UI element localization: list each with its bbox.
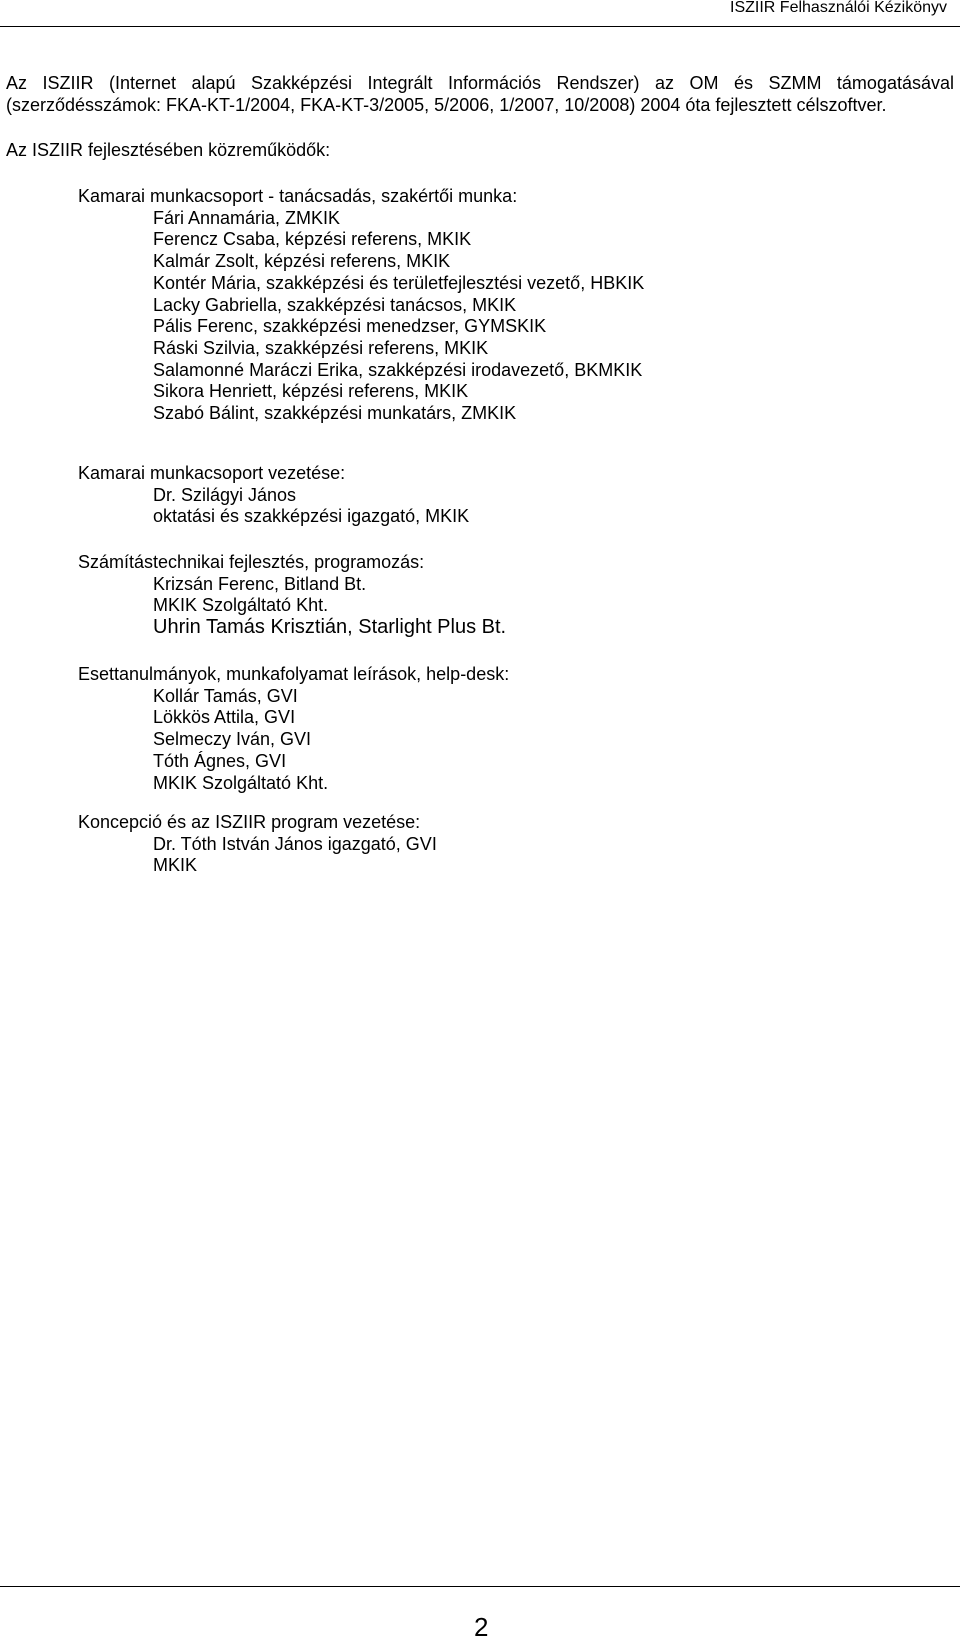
section-advisory-group <box>78 186 644 425</box>
intro-paragraph <box>6 73 954 116</box>
member-entry: Kontér Mária, szakképzési és területfejlesztési vezető, HBKIK <box>153 272 645 293</box>
member-entry: Szabó Bálint, szakképzési munkatárs, ZMKIK <box>153 403 517 424</box>
member-entry: Tóth Ágnes, GVI <box>153 750 287 771</box>
member-entry: Pális Ferenc, szakképzési menedzser, GYMSKIK <box>153 316 547 337</box>
section-heading: Esettanulmányok, munkafolyamat leírások, help-desk: <box>78 664 510 684</box>
section-case-studies <box>78 664 509 794</box>
member-entry: Kollár Tamás, GVI <box>153 685 298 706</box>
footer-divider <box>0 1586 960 1587</box>
intro-line: Az ISZIIR (Internet alapú Szakképzési Integrált Információs Rendszer) az OM és SZMM támogatásával <box>6 73 954 93</box>
member-entry: Ráski Szilvia, szakképzési referens, MKIK <box>153 337 489 358</box>
member-entry: Lacky Gabriella, szakképzési tanácsos, MKIK <box>153 294 517 315</box>
member-entry: Kalmár Zsolt, képzési referens, MKIK <box>153 251 451 272</box>
member-entry: MKIK Szolgáltató Kht. <box>153 595 329 616</box>
section-program-management <box>78 812 437 877</box>
section-heading: Koncepció és az ISZIIR program vezetése: <box>78 812 421 832</box>
section-heading: Kamarai munkacsoport - tanácsadás, szakértői munka: <box>78 186 518 206</box>
member-entry: Ferencz Csaba, képzési referens, MKIK <box>153 229 472 250</box>
member-entry: Krizsán Ferenc, Bitland Bt. <box>153 573 367 594</box>
member-entry: Lökkös Attila, GVI <box>153 707 296 728</box>
intro-line: (szerződésszámok: FKA-KT-1/2004, FKA-KT-3/2005, 5/2006, 1/2007, 10/2008) 2004 óta fejlesztett célszoftver. <box>6 94 887 115</box>
header-divider <box>0 26 960 27</box>
section-group-leadership <box>78 463 469 528</box>
document-header-title: ISZIIR Felhasználói Kézikönyv <box>730 0 947 16</box>
contributors-heading: Az ISZIIR fejlesztésében közreműködők: <box>6 140 331 160</box>
section-heading: Kamarai munkacsoport vezetése: <box>78 463 346 483</box>
page-number: 2 <box>474 1612 489 1642</box>
member-entry: oktatási és szakképzési igazgató, MKIK <box>153 506 470 527</box>
member-entry: MKIK Szolgáltató Kht. <box>153 772 329 793</box>
section-heading: Számítástechnikai fejlesztés, programozás: <box>78 552 425 572</box>
member-entry: Dr. Szilágyi János <box>153 484 297 505</box>
member-entry: MKIK <box>153 855 198 876</box>
member-entry: Salamonné Maráczi Erika, szakképzési irodavezető, BKMKIK <box>153 359 643 380</box>
member-entry: Fári Annamária, ZMKIK <box>153 207 341 228</box>
member-entry: Sikora Henriett, képzési referens, MKIK <box>153 381 469 402</box>
member-entry: Dr. Tóth István János igazgató, GVI <box>153 833 437 854</box>
section-it-development <box>78 552 506 639</box>
member-entry: Uhrin Tamás Krisztián, Starlight Plus Bt. <box>153 616 507 639</box>
member-entry: Selmeczy Iván, GVI <box>153 729 312 750</box>
